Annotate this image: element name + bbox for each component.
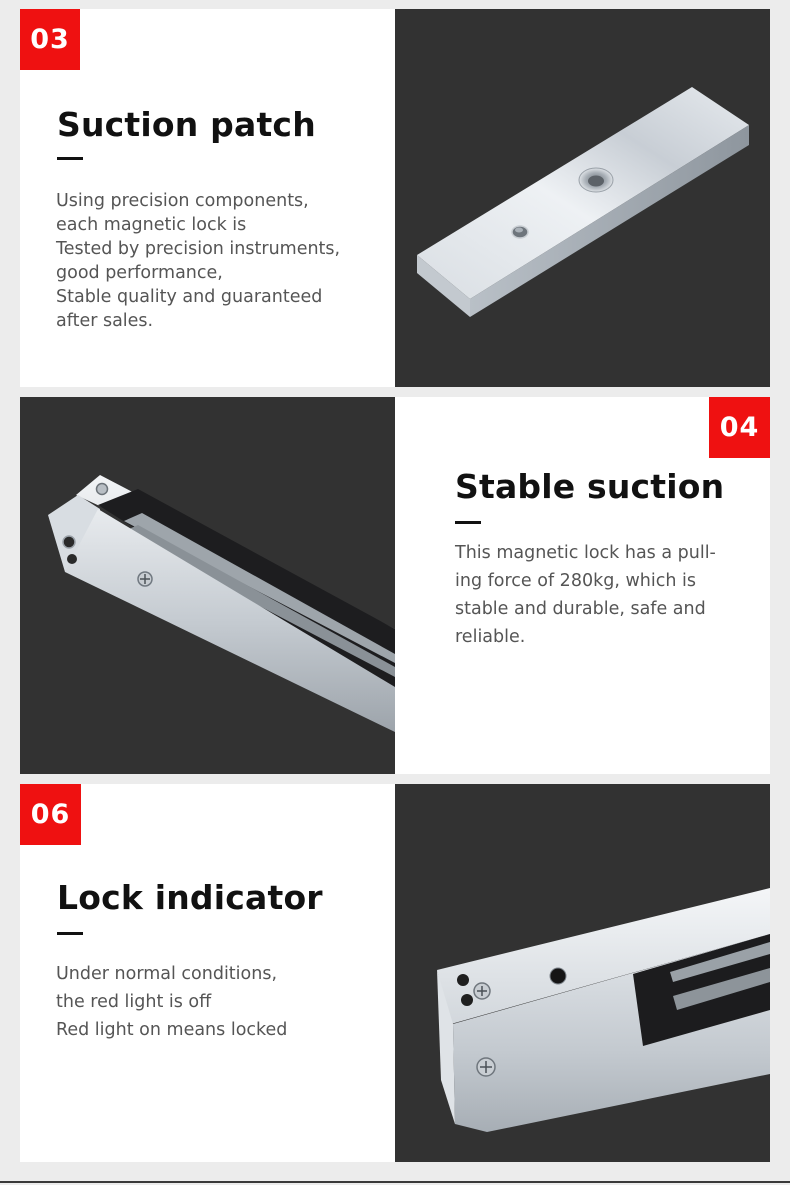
page-bottom-divider <box>0 1181 790 1183</box>
description-line: the red light is off <box>56 992 212 1012</box>
description-line: Tested by precision instruments, <box>56 239 341 259</box>
description-line: reliable. <box>455 627 526 647</box>
screw-hole-center <box>588 176 604 187</box>
description-line: stable and durable, safe and <box>455 599 706 619</box>
section-title: Lock indicator <box>57 878 323 917</box>
indicator-hole-icon <box>67 554 77 564</box>
section-04-image-panel <box>20 397 395 774</box>
screw-icon <box>63 536 75 548</box>
title-underline <box>57 157 83 160</box>
title-underline <box>57 932 83 935</box>
description-line: Under normal conditions, <box>56 964 278 984</box>
description-line: This magnetic lock has a pull- <box>455 543 716 563</box>
screw-icon <box>97 484 108 495</box>
section-03-text-panel <box>20 9 395 387</box>
section-badge: 04 <box>709 397 770 458</box>
indicator-light-icon <box>550 968 566 984</box>
title-underline <box>455 521 481 524</box>
description-line: after sales. <box>56 311 154 331</box>
description-line: each magnetic lock is <box>56 215 247 235</box>
description-line: Red light on means locked <box>56 1020 288 1040</box>
section-06-text-panel <box>20 784 395 1162</box>
section-title: Stable suction <box>455 467 725 506</box>
section-04-text-panel <box>395 397 770 774</box>
description-line: good performance, <box>56 263 223 283</box>
section-title: Suction patch <box>57 105 316 144</box>
section-03-image-panel <box>395 9 770 387</box>
section-06-image-panel <box>395 784 770 1162</box>
magnetic-lock-body-image <box>20 397 395 774</box>
plate-top-face <box>417 87 749 299</box>
indicator-hole-icon <box>461 994 473 1006</box>
armature-plate-image <box>395 9 770 387</box>
section-badge: 03 <box>20 9 80 70</box>
section-description <box>455 539 716 651</box>
section-description <box>56 189 340 333</box>
description-line: ing force of 280kg, which is <box>455 571 696 591</box>
indicator-hole-icon <box>457 974 469 986</box>
section-description <box>56 960 287 1044</box>
magnetic-lock-indicator-image <box>395 784 770 1162</box>
section-badge: 06 <box>20 784 81 845</box>
description-line: Stable quality and guaranteed <box>56 287 323 307</box>
pin-highlight <box>515 228 523 233</box>
description-line: Using precision components, <box>56 191 309 211</box>
